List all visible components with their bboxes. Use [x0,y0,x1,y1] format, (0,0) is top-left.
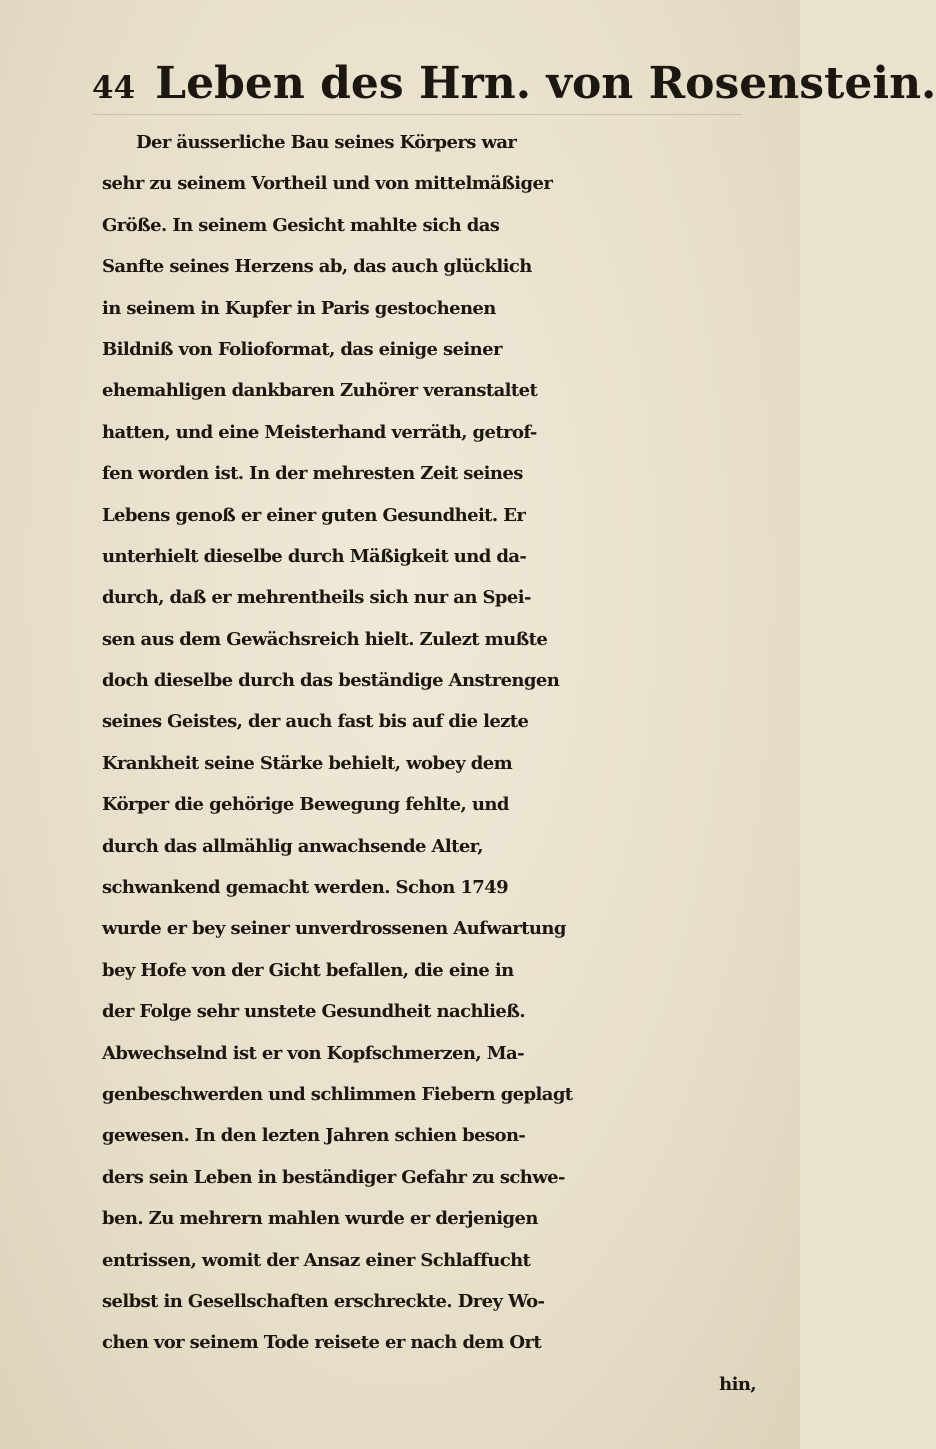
text-line: genbeschwerden und schlimmen Fiebern geplagt [102,1083,573,1105]
text-line: doch dieselbe durch das beständige Anstrengen [102,670,560,692]
text-line: Körper die gehörige Bewegung fehlte, und [102,794,509,816]
header-rule [92,114,742,115]
text-line: Der äusserliche Bau seines Körpers war [136,132,517,153]
text-line: seines Geistes, der auch fast bis auf die lezte [102,711,529,733]
text-line: durch das allmählig anwachsende Alter, [102,835,483,857]
text-line: ders sein Leben in beständiger Gefahr zu schwe- [102,1166,565,1188]
running-head [92,58,936,112]
text-line: sehr zu seinem Vortheil und von mittelmäßiger [102,173,553,195]
text-line: hin, [719,1373,756,1395]
text-line: Krankheit seine Stärke behielt, wobey dem [102,752,513,774]
text-line: Lebens genoß er einer guten Gesundheit. Er [102,504,526,526]
text-line: der Folge sehr unstete Gesundheit nachließ. [102,1001,526,1023]
text-line: Größe. In seinem Gesicht mahlte sich das [102,214,500,236]
text-line: fen worden ist. In der mehresten Zeit seines [102,463,523,485]
text-line: wurde er bey seiner unverdrossenen Aufwartung [102,918,566,940]
text-line: Sanfte seines Herzens ab, das auch glücklich [102,256,532,278]
page-number: 44 [92,70,136,106]
text-line: selbst in Gesellschaften erschreckte. Drey Wo- [102,1290,545,1312]
text-line: Bildniß von Folioformat, das einige seiner [102,338,502,360]
text-line: ehemahligen dankbaren Zuhörer veranstaltet [102,380,538,402]
text-line: ben. Zu mehrern mahlen wurde er derjenigen [102,1208,538,1230]
text-line: bey Hofe von der Gicht befallen, die eine in [102,959,514,981]
text-line: unterhielt dieselbe durch Mäßigkeit und da- [102,545,527,567]
text-line: hatten, und eine Meisterhand verräth, getrof- [102,421,537,443]
text-line: in seinem in Kupfer in Paris gestochenen [102,297,496,319]
text-line: entrissen, womit der Ansaz einer Schlaffucht [102,1249,531,1271]
text-line: sen aus dem Gewächsreich hielt. Zulezt mußte [102,628,548,650]
running-title: Leben des Hrn. von Rosenstein. [155,58,936,109]
text-line: schwankend gemacht werden. Schon 1749 [102,877,509,899]
text-line: chen vor seinem Tode reisete er nach dem Ort [102,1332,542,1354]
text-line: gewesen. In den lezten Jahren schien beson- [102,1125,526,1147]
text-line: Abwechselnd ist er von Kopfschmerzen, Ma- [102,1042,524,1064]
body-text [102,122,762,1405]
text-line: durch, daß er mehrentheils sich nur an Spei- [102,587,531,609]
